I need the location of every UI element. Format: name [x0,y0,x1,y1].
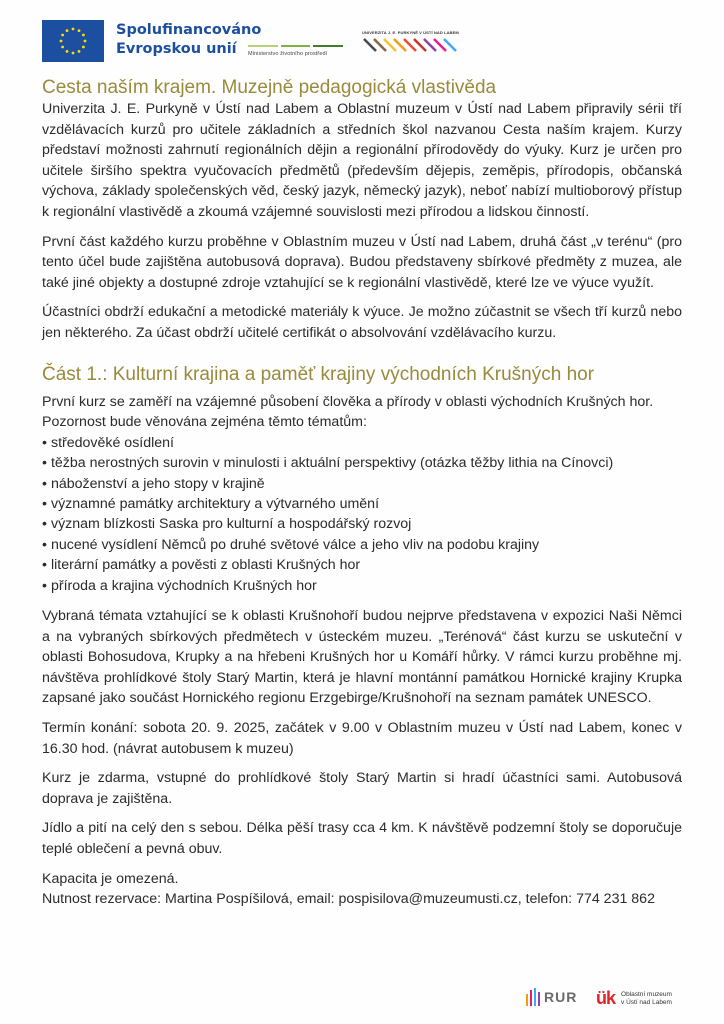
university-stripes-icon [362,37,457,53]
topic-item: • příroda a krajina východních Krušných hor [42,576,682,596]
partner-footer [526,986,716,1012]
logo-header [42,18,682,64]
topics-list [42,433,682,596]
eu-cofunding-label [116,21,261,59]
museum-line2: v Ústí nad Labem [621,998,672,1006]
ministry-logo [248,45,343,57]
topic-item: • těžba nerostných surovin v minulosti i aktuální perspektivy (otázka těžby lithia na Cínovci) [42,453,682,473]
document-body [42,77,682,910]
section-1-description: Vybraná témata vztahující se k oblasti Krušnohoří budou nejprve představena v expozici Naši Němci a na vybraných sbírkových předmětech v ústeckém muzeu. „Terénová“ část kurzu se uskuteční v oblasti Bohosudova, Krupky a na hřebeni Krušných hor u Komáří hůrky. V rámci kurzu proběhne mj. návštěva prohlídkové štoly Starý Martin, která je hlavní montánní památkou Hornické krajiny Krupka zapsané jako součást Hornického regionu Erzgebirge/Krušnohoří na seznam památek UNESCO. [42,607,682,707]
schedule-paragraph: Termín konání: sobota 20. 9. 2025, začátek v 9.00 v Oblastním muzeu v Ústí nad Labem, konec v 16.30 hod. (návrat autobusem k muzeu) [42,719,682,757]
topic-item: • literární památky a pověsti z oblasti Krušných hor [42,555,682,575]
intro-paragraph-2: První část každého kurzu proběhne v Oblastním muzeu v Ústí nad Labem, druhá část „v terénu“ (pro tento účel bude zajištěna autobusová doprava). Budou představeny sbírkové předměty z muzea, ale také jiné objekty a dostupné zdroje vztahující se k regionální vlastivědě, které lze ve výuce využít. [42,233,682,291]
reservation-block [42,869,682,910]
topic-item: • význam blízkosti Saska pro kulturní a hospodářský rozvoj [42,514,682,534]
topic-item: • náboženství a jeho stopy v krajině [42,474,682,494]
reservation-email-link[interactable]: pospisilova@muzeumusti.cz [338,891,518,908]
eu-flag-icon [42,20,104,62]
intro-paragraph-1: Univerzita J. E. Purkyně v Ústí nad Labem a Oblastní muzeum v Ústí nad Labem připravily sérii tří vzdělávacích kurzů pro učitele základních a středních škol nazvanou Cesta naším krajem. Kurzy představí možnosti zahrnutí regionálních dějin a regionální přírodovědy do výuky. Kurz je určen pro učitele širšího spektra vyučovacích předmětů (především dějepis, zeměpis, přírodopis, občanská výchova, základy společenských věd, český jazyk, německý jazyk), neboť nabízí multioborový přístup k regionální vlastivědě a zkoumá vzájemné souvislosti mezi přírodou a lidskou činností. [42,101,682,220]
university-logo [362,30,462,53]
intro-paragraph-3: Účastníci obdrží edukační a metodické materiály k výuce. Je možno zúčastnit se všech tří kurzů nebo jen některého. Za účast obdrží učitelé certifikát o absolvování vzdělávacího kurzu. [42,304,682,341]
museum-logo [596,988,672,1009]
museum-line1: Oblastní muzeum [621,990,672,998]
topic-item: • středověké osídlení [42,433,682,453]
university-label: UNIVERZITA J. E. PURKYNĚ V ÚSTÍ NAD LABEM [362,30,459,35]
ministry-label: Ministerstvo životního prostředí [248,51,328,57]
eu-line1: Spolufinancováno [116,22,262,38]
capacity-note: Kapacita je omezená. [42,870,179,887]
rur-logo [526,988,577,1006]
phone-label: , telefon: [517,891,577,908]
section-1-lead: První kurz se zaměří na vzájemné působení člověka a přírody v oblasti východních Krušných hor. Pozornost bude věnována zejména těmto tématům: [42,393,654,431]
museum-mark-icon: ük [596,988,616,1008]
price-paragraph: Kurz je zdarma, vstupné do prohlídkové štoly Starý Martin si hradí účastníci sami. Autobusová doprava je zajištěna. [42,770,682,807]
page-title: Cesta naším krajem. Muzejně pedagogická vlastivěda [42,77,497,98]
equipment-paragraph: Jídlo a pití na celý den s sebou. Délka pěší trasy cca 4 km. K návštěvě podzemní štoly se doporučuje teplé oblečení a pevná obuv. [42,820,682,857]
topic-item: • nucené vysídlení Němců po druhé světové válce a jeho vliv na podobu krajiny [42,535,682,555]
section-1-heading: Část 1.: Kulturní krajina a paměť krajiny východních Krušných hor [42,363,595,385]
reservation-prefix: Nutnost rezervace: Martina Pospíšilová, email: [42,891,339,908]
rur-bars-icon [526,988,540,1006]
topic-item: • významné památky architektury a výtvarného umění [42,494,682,514]
rur-label: RUR [544,989,578,1005]
eu-line2: Evropskou unií [116,41,237,57]
reservation-phone: 774 231 862 [576,891,655,908]
